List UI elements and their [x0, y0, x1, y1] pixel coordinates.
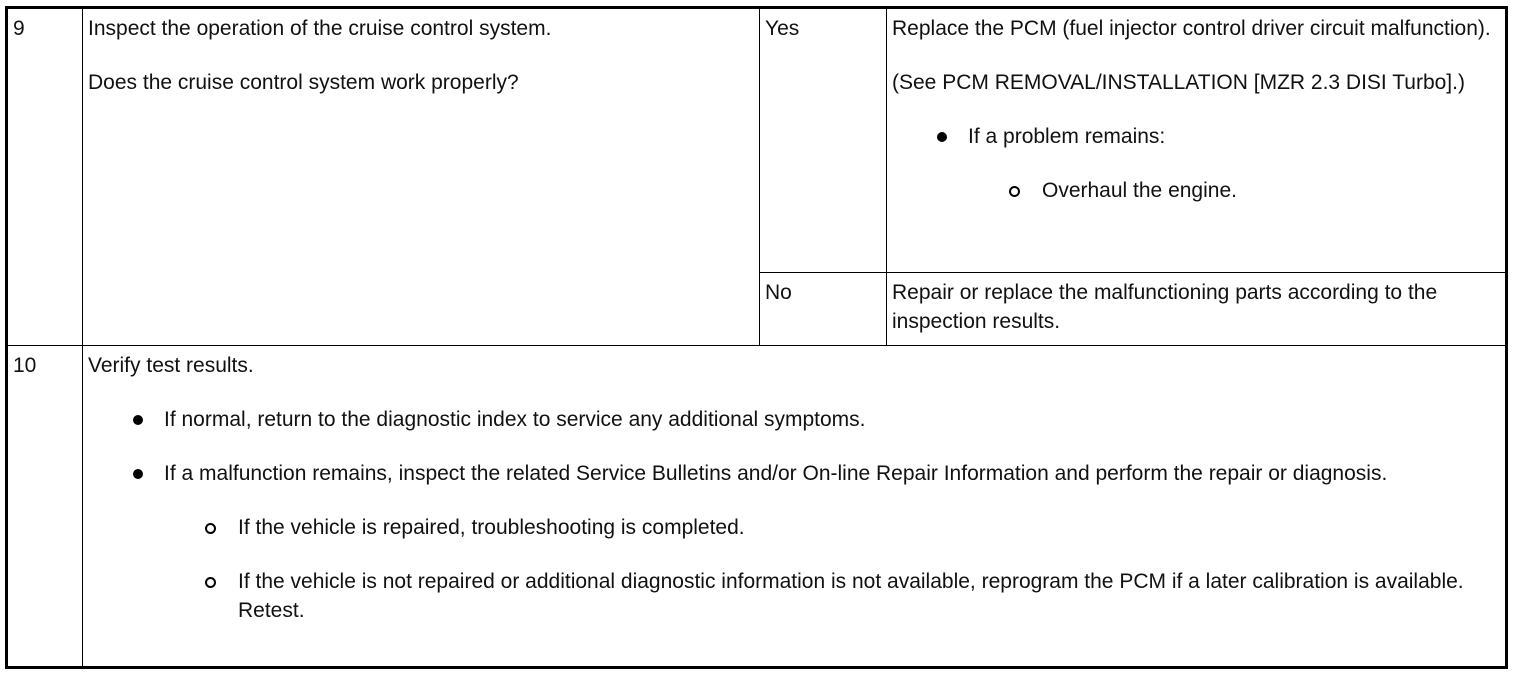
table-row	[7, 8, 1507, 273]
circle-bullet-icon	[205, 577, 216, 588]
verify-title: Verify test results.	[88, 354, 254, 377]
yes-label: Yes	[765, 17, 800, 40]
list-item	[892, 122, 1501, 151]
bullet-text: If a malfunction remains, inspect the related Service Bulletins and/or On-line Repair Information and perform the repair or diagnosis.	[164, 462, 1388, 485]
no-result-text: Repair or replace the malfunctioning parts according to the inspection results.	[892, 281, 1438, 333]
sub-bullet-text: If the vehicle is not repaired or additional diagnostic information is not available, reprogram the PCM if a later calibration is available. Retest.	[238, 570, 1464, 622]
yes-cell	[760, 8, 887, 273]
list-item	[88, 459, 1501, 488]
circle-bullet-icon	[205, 523, 216, 534]
action-cell	[83, 8, 760, 346]
bullet-text: If normal, return to the diagnostic index to service any additional symptoms.	[164, 408, 866, 431]
diagnostic-table	[5, 6, 1508, 669]
bullet-icon	[133, 415, 143, 425]
step-number: 9	[13, 17, 25, 40]
step-number: 10	[13, 354, 37, 377]
action-question: Does the cruise control system work properly?	[88, 71, 519, 94]
no-result-cell	[887, 273, 1507, 346]
yes-reference: (See PCM REMOVAL/INSTALLATION [MZR 2.3 DISI Turbo].)	[892, 71, 1465, 94]
circle-bullet-icon	[1009, 186, 1020, 197]
bullet-icon	[937, 132, 947, 142]
step-number-cell	[7, 346, 83, 668]
no-cell	[760, 273, 887, 346]
yes-result-cell	[887, 8, 1507, 273]
no-label: No	[765, 281, 792, 304]
list-item	[892, 176, 1501, 205]
list-item	[88, 405, 1501, 434]
step-number-cell	[7, 8, 83, 346]
list-item	[88, 567, 1501, 625]
yes-result-text: Replace the PCM (fuel injector control driver circuit malfunction).	[892, 17, 1491, 40]
bullet-icon	[133, 469, 143, 479]
table-row	[7, 346, 1507, 668]
list-item	[88, 513, 1501, 542]
sub-bullet-text: Overhaul the engine.	[1042, 179, 1237, 202]
bullet-text: If a problem remains:	[968, 125, 1166, 148]
sub-bullet-text: If the vehicle is repaired, troubleshooting is completed.	[238, 516, 745, 539]
verify-cell	[83, 346, 1507, 668]
action-instruction: Inspect the operation of the cruise control system.	[88, 17, 552, 40]
